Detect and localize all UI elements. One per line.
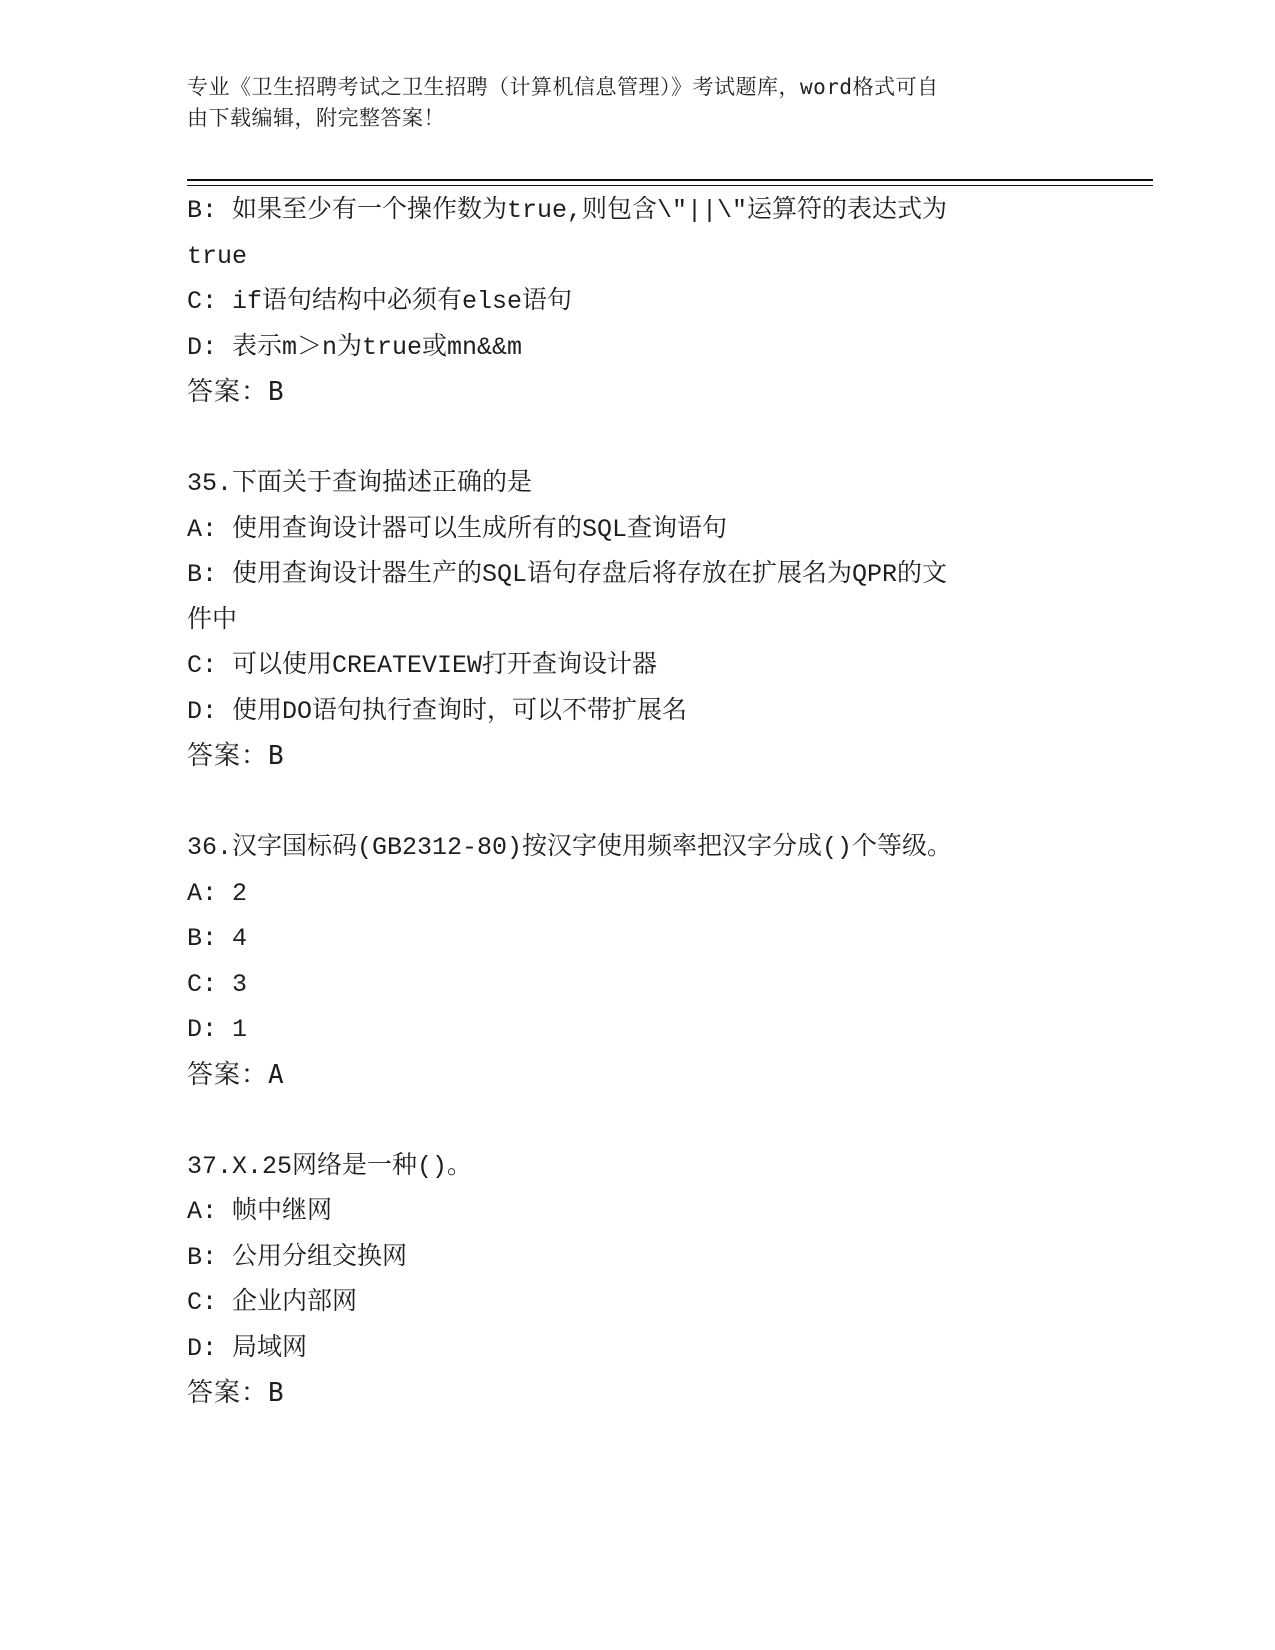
question-list [187, 188, 1087, 1417]
header-divider-thin [187, 185, 1153, 186]
document-header [187, 72, 1067, 134]
answer: 答案：B [187, 741, 285, 771]
option-c: C: 可以使用CREATEVIEW打开查询设计器 [187, 651, 658, 680]
option-a: A: 帧中继网 [187, 1197, 333, 1226]
option-c: C: if语句结构中必须有else语句 [187, 287, 573, 316]
header-divider-thick [187, 179, 1153, 181]
header-line-2: 由下载编辑，附完整答案！ [187, 106, 445, 130]
question-36 [187, 825, 1087, 1098]
option-c: C: 3 [187, 969, 248, 999]
option-b: B: 公用分组交换网 [187, 1242, 408, 1272]
answer: 答案：A [187, 1059, 285, 1090]
option-d: D: 使用DO语句执行查询时，可以不带扩展名 [187, 696, 688, 726]
spacer [187, 780, 1087, 826]
question-34-continued [187, 188, 1087, 416]
question-stem: 37.X.25网络是一种()。 [187, 1151, 473, 1181]
question-stem: 36.汉字国标码(GB2312-80)按汉字使用频率把汉字分成()个等级。 [187, 833, 953, 862]
option-b-line-2: true [187, 241, 248, 271]
answer: 答案：B [187, 377, 285, 407]
option-a: A: 2 [187, 878, 248, 908]
option-d: D: 局域网 [187, 1333, 308, 1363]
option-b-line-1: B: 使用查询设计器生产的SQL语句存盘后将存放在扩展名为QPR的文 [187, 560, 948, 589]
option-b-line-1: B: 如果至少有一个操作数为true,则包含\"||\"运算符的表达式为 [187, 196, 948, 225]
option-b-line-2: 件中 [187, 605, 238, 635]
question-37 [187, 1144, 1087, 1417]
header-line-1: 专业《卫生招聘考试之卫生招聘（计算机信息管理）》考试题库，word格式可自 [187, 75, 939, 99]
option-c: C: 企业内部网 [187, 1288, 358, 1317]
question-35 [187, 461, 1087, 780]
option-d: D: 1 [187, 1015, 248, 1044]
spacer [187, 1098, 1087, 1144]
option-d: D: 表示m＞n为true或mn&&m [187, 332, 523, 362]
question-stem: 35.下面关于查询描述正确的是 [187, 469, 533, 498]
answer: 答案：B [187, 1378, 285, 1408]
option-a: A: 使用查询设计器可以生成所有的SQL查询语句 [187, 514, 728, 544]
spacer [187, 416, 1087, 462]
option-b: B: 4 [187, 924, 248, 953]
